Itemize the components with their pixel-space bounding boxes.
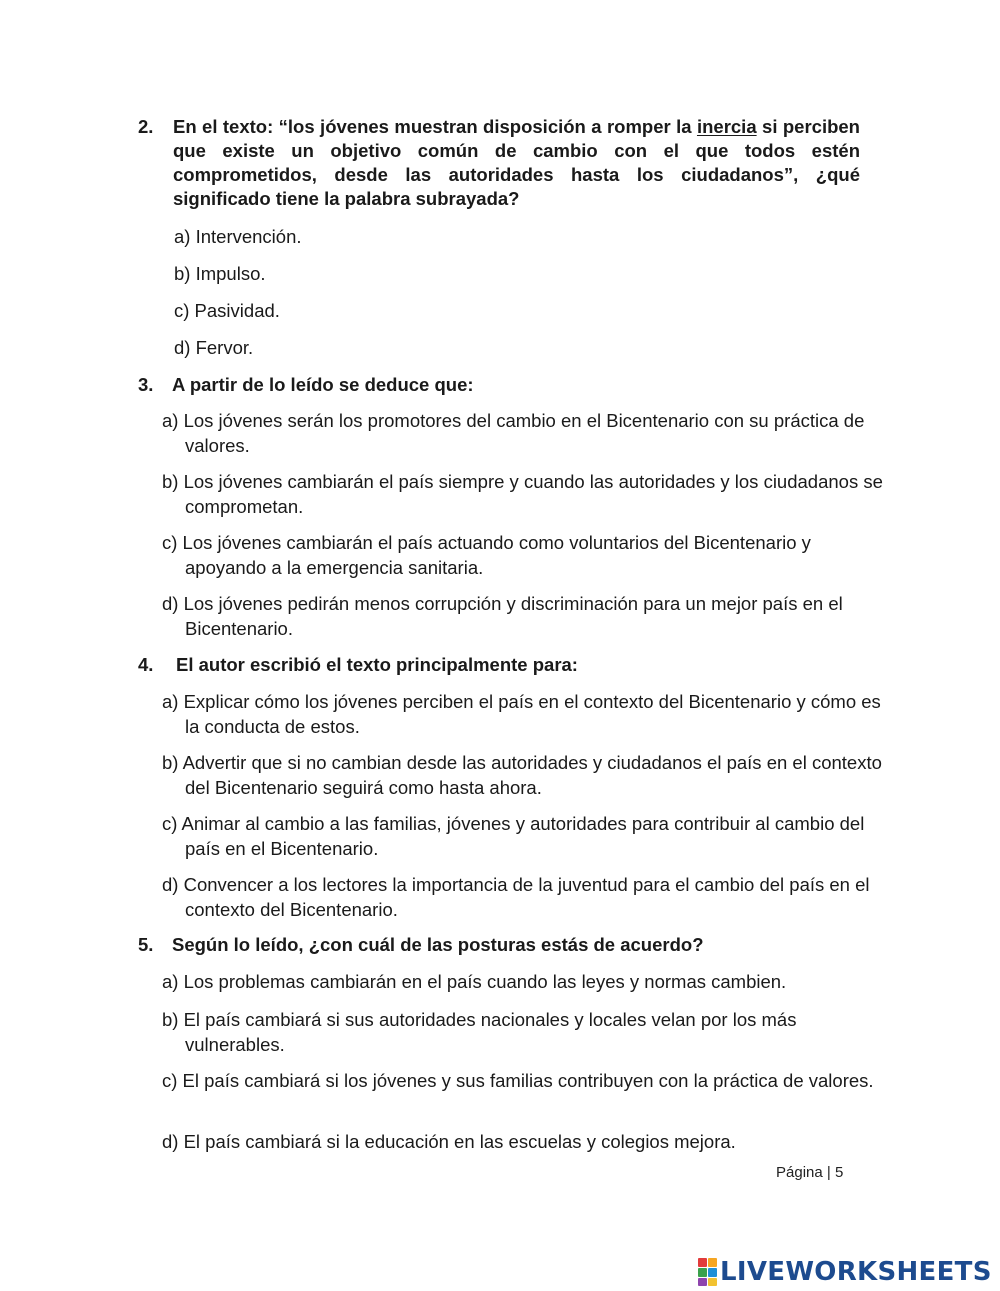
option-4c[interactable]: c) Animar al cambio a las familias, jóvenes y autoridades para contribuir al cambio del país en el Bicentenario. — [162, 813, 865, 859]
option-3b[interactable]: b) Los jóvenes cambiarán el país siempre y cuando las autoridades y los ciudadanos se comprometan. — [162, 471, 883, 517]
option-4d[interactable]: d) Convencer a los lectores la importancia de la juventud para el cambio del país en el contexto del Bicentenario. — [162, 874, 870, 920]
option-5b[interactable]: b) El país cambiará si sus autoridades nacionales y locales velan por los más vulnerables. — [162, 1009, 797, 1055]
question-text: A partir de lo leído se deduce que: — [172, 374, 474, 395]
question-number: 3. — [138, 374, 154, 395]
option-2a[interactable]: a) Intervención. — [174, 226, 302, 247]
question-text: El autor escribió el texto principalmente para: — [176, 654, 578, 675]
option-3a[interactable]: a) Los jóvenes serán los promotores del cambio en el Bicentenario con su práctica de valores. — [162, 410, 865, 456]
question-4 — [138, 653, 860, 677]
underlined-word: inercia — [696, 116, 757, 137]
logo-tile — [708, 1268, 717, 1277]
page-number: Página | 5 — [776, 1164, 844, 1181]
question-number: 5. — [138, 934, 154, 955]
liveworksheets-logo — [698, 1258, 992, 1286]
option-2c[interactable]: c) Pasividad. — [174, 300, 280, 321]
option-5d[interactable]: d) El país cambiará si la educación en las escuelas y colegios mejora. — [162, 1131, 736, 1152]
logo-mark-icon — [698, 1258, 717, 1286]
logo-tile — [708, 1258, 717, 1267]
logo-text: LIVEWORKSHEETS — [720, 1257, 992, 1287]
option-2b[interactable]: b) Impulso. — [174, 263, 266, 284]
option-2d[interactable]: d) Fervor. — [174, 337, 254, 358]
option-5c[interactable]: c) El país cambiará si los jóvenes y sus familias contribuyen con la práctica de valores. — [162, 1070, 874, 1091]
logo-tile — [708, 1278, 717, 1286]
option-4b[interactable]: b) Advertir que si no cambian desde las autoridades y ciudadanos el país en el contexto del Bicentenario seguirá como hasta ahora. — [162, 752, 882, 798]
question-number: 4. — [138, 654, 154, 675]
question-number: 2. — [138, 116, 154, 137]
option-5a[interactable]: a) Los problemas cambiarán en el país cuando las leyes y normas cambien. — [162, 971, 787, 992]
logo-tile — [698, 1258, 707, 1267]
option-4a[interactable]: a) Explicar cómo los jóvenes perciben el país en el contexto del Bicentenario y cómo es la conducta de estos. — [162, 691, 881, 737]
logo-tile — [698, 1278, 707, 1286]
option-3d[interactable]: d) Los jóvenes pedirán menos corrupción y discriminación para un mejor país en el Bicentenario. — [162, 593, 843, 639]
question-text: Según lo leído, ¿con cuál de las posturas estás de acuerdo? — [172, 934, 704, 955]
option-3c[interactable]: c) Los jóvenes cambiarán el país actuando como voluntarios del Bicentenario y apoyando a la emergencia sanitaria. — [162, 532, 811, 578]
question-3 — [138, 373, 860, 397]
question-2 — [138, 115, 860, 211]
question-5 — [138, 933, 860, 957]
question-text: En el texto: “los jóvenes muestran disposición a romper la inercia si perciben que existe un objetivo común de cambio con el que todos estén comprometidos, desde las autoridades hasta los ciudadanos”, ¿qué significado tiene la palabra subrayada? — [173, 116, 860, 209]
logo-tile — [698, 1268, 707, 1277]
